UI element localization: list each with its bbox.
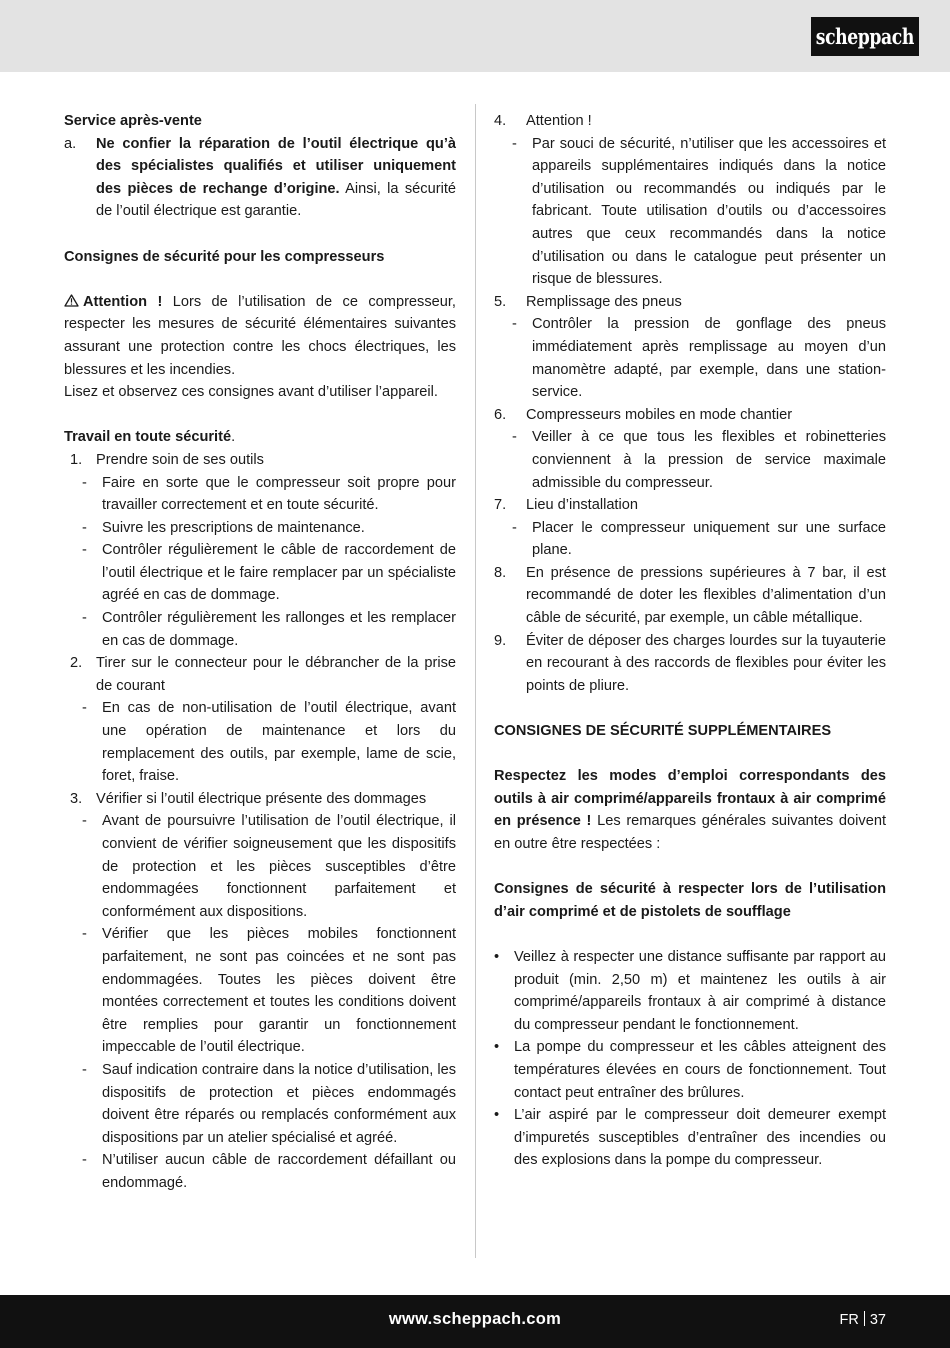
item-text: Prendre soin de ses outils (96, 451, 264, 468)
compressed-air-bullets (494, 946, 886, 1172)
dash-marker: - (82, 474, 87, 491)
sub-item (64, 539, 456, 607)
extra-safety-heading: CONSIGNES DE SÉCURITÉ SUPPLÉMENTAIRES (494, 723, 832, 740)
item-number: 9. (494, 632, 507, 649)
left-column (64, 110, 456, 1195)
sub-item (494, 313, 886, 403)
brand-logo: scheppach (811, 17, 919, 56)
item-text: En présence de pressions supérieures à 7 bar, il est recommandé de doter les flexibles d’alimentation d’un câble de sécurité, par exemple, un câble métallique. (526, 564, 886, 627)
sub-item (64, 607, 456, 652)
item-number: 7. (494, 497, 507, 514)
column-divider (475, 104, 476, 1258)
sub-item (64, 697, 456, 787)
page-header (0, 0, 950, 72)
sub-item-text: Contrôler régulièrement le câble de raccordement de l’outil électrique et le faire remplacer par un spécialiste agréé en cas de dommage. (102, 542, 456, 604)
right-column (494, 110, 886, 1172)
numbered-item (494, 494, 886, 517)
numbered-item (64, 788, 456, 811)
sub-item (64, 517, 456, 540)
sub-item (494, 133, 886, 291)
safe-work-heading: Travail en toute sécurité. (64, 429, 236, 446)
sub-item (64, 472, 456, 517)
bullet-text: La pompe du compresseur et les câbles atteignent des températures élevées en cours de fonctionnement. Tout contact peut entraîner des brûlures. (514, 1039, 886, 1101)
bullet-item (494, 1104, 886, 1172)
compressor-safety-heading: Consignes de sécurité pour les compresseurs (64, 248, 385, 265)
sub-item (64, 1059, 456, 1149)
footer-url: www.scheppach.com (388, 1310, 562, 1328)
sub-item-text: Faire en sorte que le compresseur soit propre pour travailler correctement et en toute sécurité. (102, 474, 456, 514)
numbered-item (494, 110, 886, 133)
numbered-item (494, 562, 886, 630)
dash-marker: - (82, 519, 87, 536)
item-text: Tirer sur le connecteur pour le débrancher de la prise de courant (96, 655, 456, 694)
dash-marker: - (512, 316, 517, 333)
item-number: 6. (494, 406, 507, 423)
item-number: 4. (494, 113, 507, 129)
item-text: Vérifier si l’outil électrique présente des dommages (96, 790, 427, 807)
sub-item-text: Veiller à ce que tous les flexibles et robinetteries conviennent à la pression de service maximale admissible du compresseur. (532, 429, 886, 491)
bullet-text: L’air aspiré par le compresseur doit demeurer exempt d’impuretés susceptibles d’entraîner des incendies ou des explosions dans la pompe du compresseur. (514, 1107, 886, 1169)
service-heading: Service après-vente (64, 113, 202, 129)
item-text: Compresseurs mobiles en mode chantier (526, 406, 793, 423)
sub-item (494, 426, 886, 494)
respect-paragraph: Respectez les modes d’emploi correspondants des outils à air comprimé/appareils frontaux à air comprimé en présence ! Les remarques générales suivantes doivent en outre être respectées : (494, 768, 886, 852)
numbered-item (494, 291, 886, 314)
numbered-item (64, 449, 456, 472)
sub-item (494, 517, 886, 562)
item-number: 5. (494, 293, 507, 310)
sub-item-text: Contrôler régulièrement les rallonges et les remplacer en cas de dommage. (102, 610, 456, 649)
dash-marker: - (82, 610, 87, 627)
warning-triangle-icon (64, 294, 79, 307)
service-item-bold: Ne confier la réparation de l’outil électrique qu’à des spécialistes qualifiés et utiliser uniquement des pièces de rechange d’origine. (96, 135, 456, 197)
numbered-list-continued (494, 110, 886, 697)
sub-item-text: Avant de poursuivre l’utilisation de l’outil électrique, il convient de vérifier soigneusement que les dispositifs de protection et les pièces susceptibles d’être endommagées fonctionnent parfaitement et conformément aux dispositions. (102, 813, 456, 920)
safe-work-list (64, 449, 456, 1195)
read-instructions-text: Lisez et observez ces consignes avant d’utiliser l’appareil. (64, 384, 438, 401)
sub-item-text: N’utiliser aucun câble de raccordement défaillant ou endommagé. (102, 1152, 456, 1191)
dash-marker: - (512, 519, 517, 536)
bullet-marker: • (494, 1107, 500, 1124)
bullet-marker: • (494, 1039, 500, 1056)
dash-marker: - (82, 1152, 87, 1169)
sub-item-text: Contrôler la pression de gonflage des pneus immédiatement après remplissage au moyen d’un manomètre adapté, par exemple, dans une station-service. (532, 316, 886, 401)
sub-item (64, 810, 456, 923)
numbered-item (494, 404, 886, 427)
item-text: Lieu d’installation (526, 497, 638, 514)
dash-marker: - (512, 429, 517, 446)
sub-item (64, 1149, 456, 1194)
page-number: FR 37 (839, 1312, 886, 1328)
bullet-item (494, 1036, 886, 1104)
sub-item-text: En cas de non-utilisation de l’outil électrique, avant une opération de maintenance et lors du remplacement des outils, par exemple, lame de scie, foret, fraise. (102, 700, 456, 785)
service-item-a: a. Ne confier la réparation de l’outil électrique qu’à des spécialistes qualifiés et utiliser uniquement des pièces de rechange d’origine. Ainsi, la sécurité de l’outil électrique est garantie. (64, 135, 456, 220)
sub-item-text: Sauf indication contraire dans la notice d’utilisation, les dispositifs de protection et pièces endommagés doivent être réparés ou remplacés conformément aux dispositions par un atelier spécialisé et agréé. (102, 1061, 456, 1146)
dash-marker: - (82, 542, 87, 559)
item-number: 8. (494, 564, 507, 581)
dash-marker: - (82, 700, 87, 717)
dash-marker: - (512, 135, 517, 152)
item-number: 3. (70, 790, 83, 807)
attention-paragraph: Attention ! Lors de l’utilisation de ce compresseur, respecter les mesures de sécurité élémentaires suivantes assurant une protection contre les chocs électriques, les blessures et les incendies. (64, 293, 456, 378)
numbered-item (64, 652, 456, 697)
item-number: 1. (70, 451, 83, 468)
numbered-item (494, 630, 886, 698)
item-text: Remplissage des pneus (526, 293, 682, 310)
sub-item-text: Suivre les prescriptions de maintenance. (102, 519, 365, 536)
bullet-marker: • (494, 948, 500, 965)
sub-item (64, 923, 456, 1059)
item-text: Attention ! (526, 113, 592, 129)
sub-item-text: Par souci de sécurité, n’utiliser que les accessoires et appareils supplémentaires indiqués dans la notice d’utilisation ou recommandés ou indiqués par le fabricant. Toute utilisation d’outils ou d’accessoires autres que ceux recommandés dans la notice d’utilisation ou dans le catalogue peut présenter un risque de blessures. (532, 135, 886, 288)
sub-item-text: Vérifier que les pièces mobiles fonctionnent parfaitement, ne sont pas coincées et ne sont pas endommagées. Toutes les pièces doivent être montées correctement et toutes les conditions doivent être remplies pour garantir un fonctionnement impeccable de l’outil électrique. (102, 926, 456, 1056)
item-number: 2. (70, 655, 83, 672)
dash-marker: - (82, 926, 87, 943)
sub-item-text: Placer le compresseur uniquement sur une surface plane. (532, 519, 886, 559)
bullet-text: Veillez à respecter une distance suffisante par rapport au produit (min. 2,50 m) et maintenez les outils à air comprimé/appareils frontaux à air comprimé à distance du compresseur pendant le fonctionnement. (514, 948, 886, 1033)
page-footer (0, 1295, 950, 1348)
dash-marker: - (82, 1061, 87, 1078)
service-item-text: Ainsi, la sécurité de l’outil électrique est garantie. (96, 180, 456, 220)
item-text: Éviter de déposer des charges lourdes sur la tuyauterie en recourant à des raccords de flexibles pour éviter les points de pliure. (526, 632, 886, 694)
bullet-item (494, 946, 886, 1036)
dash-marker: - (82, 813, 87, 830)
compressed-air-heading: Consignes de sécurité à respecter lors de l’utilisation d’air comprimé et de pistolets de soufflage (494, 881, 886, 920)
